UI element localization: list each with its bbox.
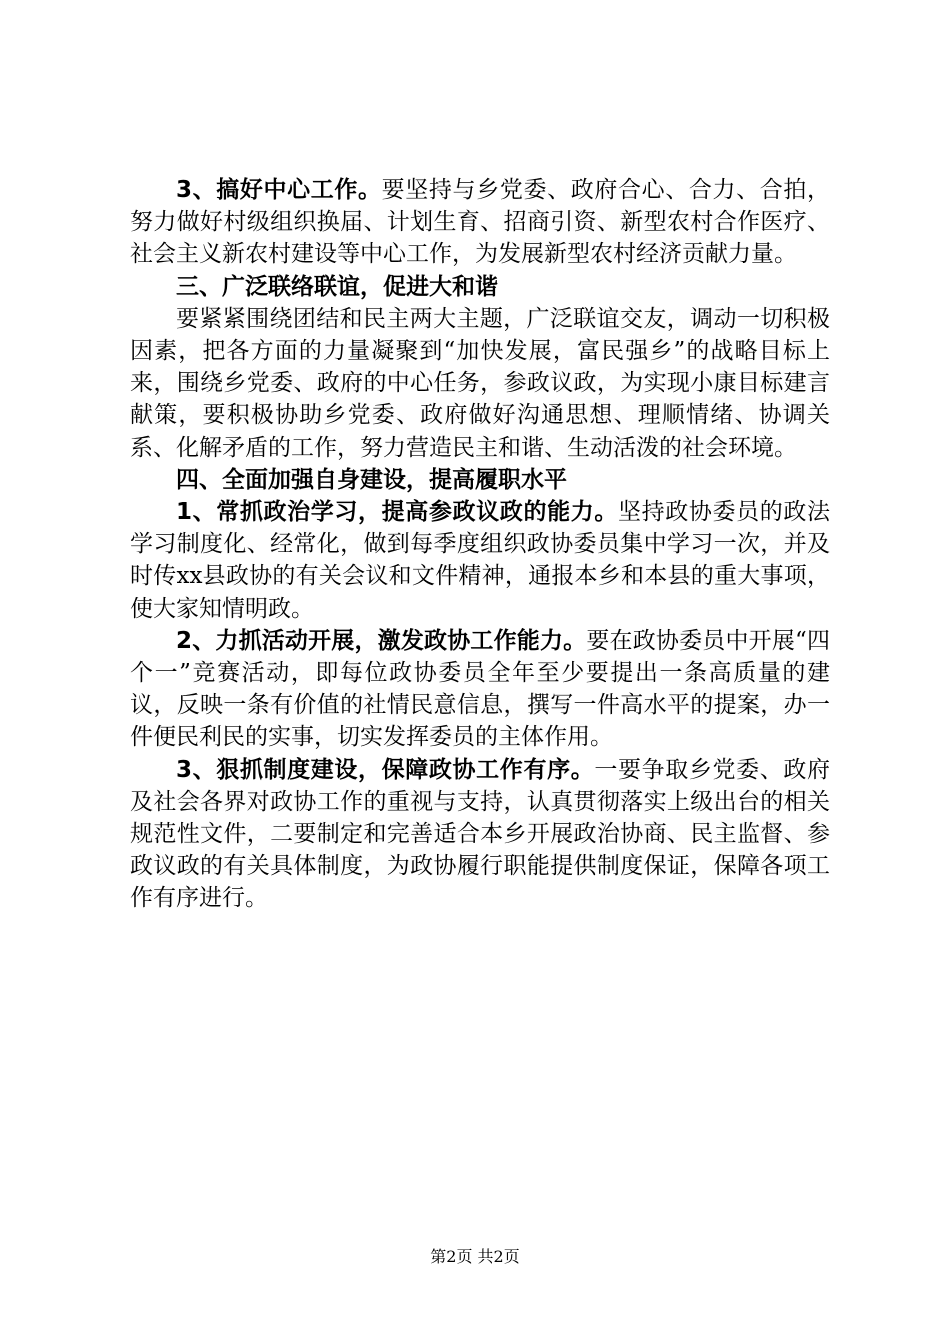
paragraph-text: 坚持政协委员的政法学习制度化、经常化，做到每季度组织政协委员集中学习一次，并及时传xx县政协的有关会议和文件精神，通报本乡和本县的重大事项，使大家知情明政。	[130, 499, 831, 622]
paragraph-lead: 2、力抓活动开展，激发政协工作能力。	[176, 627, 587, 654]
paragraph-institution	[130, 754, 830, 915]
page-footer: 第2页 共2页	[430, 1247, 520, 1266]
paragraph-text: 一要争取乡党委、政府及社会各界对政协工作的重视与支持，认真贯彻落实上级出台的相关规范性文件，二要制定和完善适合本乡开展政治协商、民主监督、参政议政的有关具体制度，为政协履行职能提供制度保证，保障各项工作有序进行。	[130, 756, 830, 912]
paragraph-lead: 3、狠抓制度建设，保障政协工作有序。	[176, 756, 595, 783]
paragraph-harmony: 要紧紧围绕团结和民主两大主题，广泛联谊交友，调动一切积极因素，把各方面的力量凝聚到“加快发展，富民强乡”的战略目标上来，围绕乡党委、政府的中心任务，参政议政，为实现小康目标建言献策，要积极协助乡党委、政府做好沟通思想、理顺情绪、协调关系、化解矛盾的工作，努力营造民主和谐、生动活泼的社会环境。	[130, 305, 830, 461]
document-body	[130, 174, 830, 915]
section-heading-3: 三、广泛联络联谊，促进大和谐	[176, 273, 498, 300]
paragraph-lead: 1、常抓政治学习，提高参政议政的能力。	[176, 499, 618, 526]
paragraph-text: 要在政协委员中开展“四个一”竞赛活动，即每位政协委员全年至少要提出一条高质量的建议，反映一条有价值的社情民意信息，撰写一件高水平的提案，办一件便民利民的实事，切实发挥委员的主体作用。	[130, 627, 830, 751]
paragraph-text: 要坚持与乡党委、政府合心、合力、合拍，努力做好村级组织换届、计划生育、招商引资、新型农村合作医疗、社会主义新农村建设等中心工作，为发展新型农村经济贡献力量。	[130, 177, 830, 268]
paragraph-center-work	[130, 174, 830, 271]
paragraph-lead: 3、搞好中心工作。	[176, 177, 382, 203]
section-heading-4: 四、全面加强自身建设，提高履职水平	[176, 466, 567, 493]
paragraph-activities	[130, 625, 830, 754]
paragraph-political-study	[130, 496, 830, 625]
